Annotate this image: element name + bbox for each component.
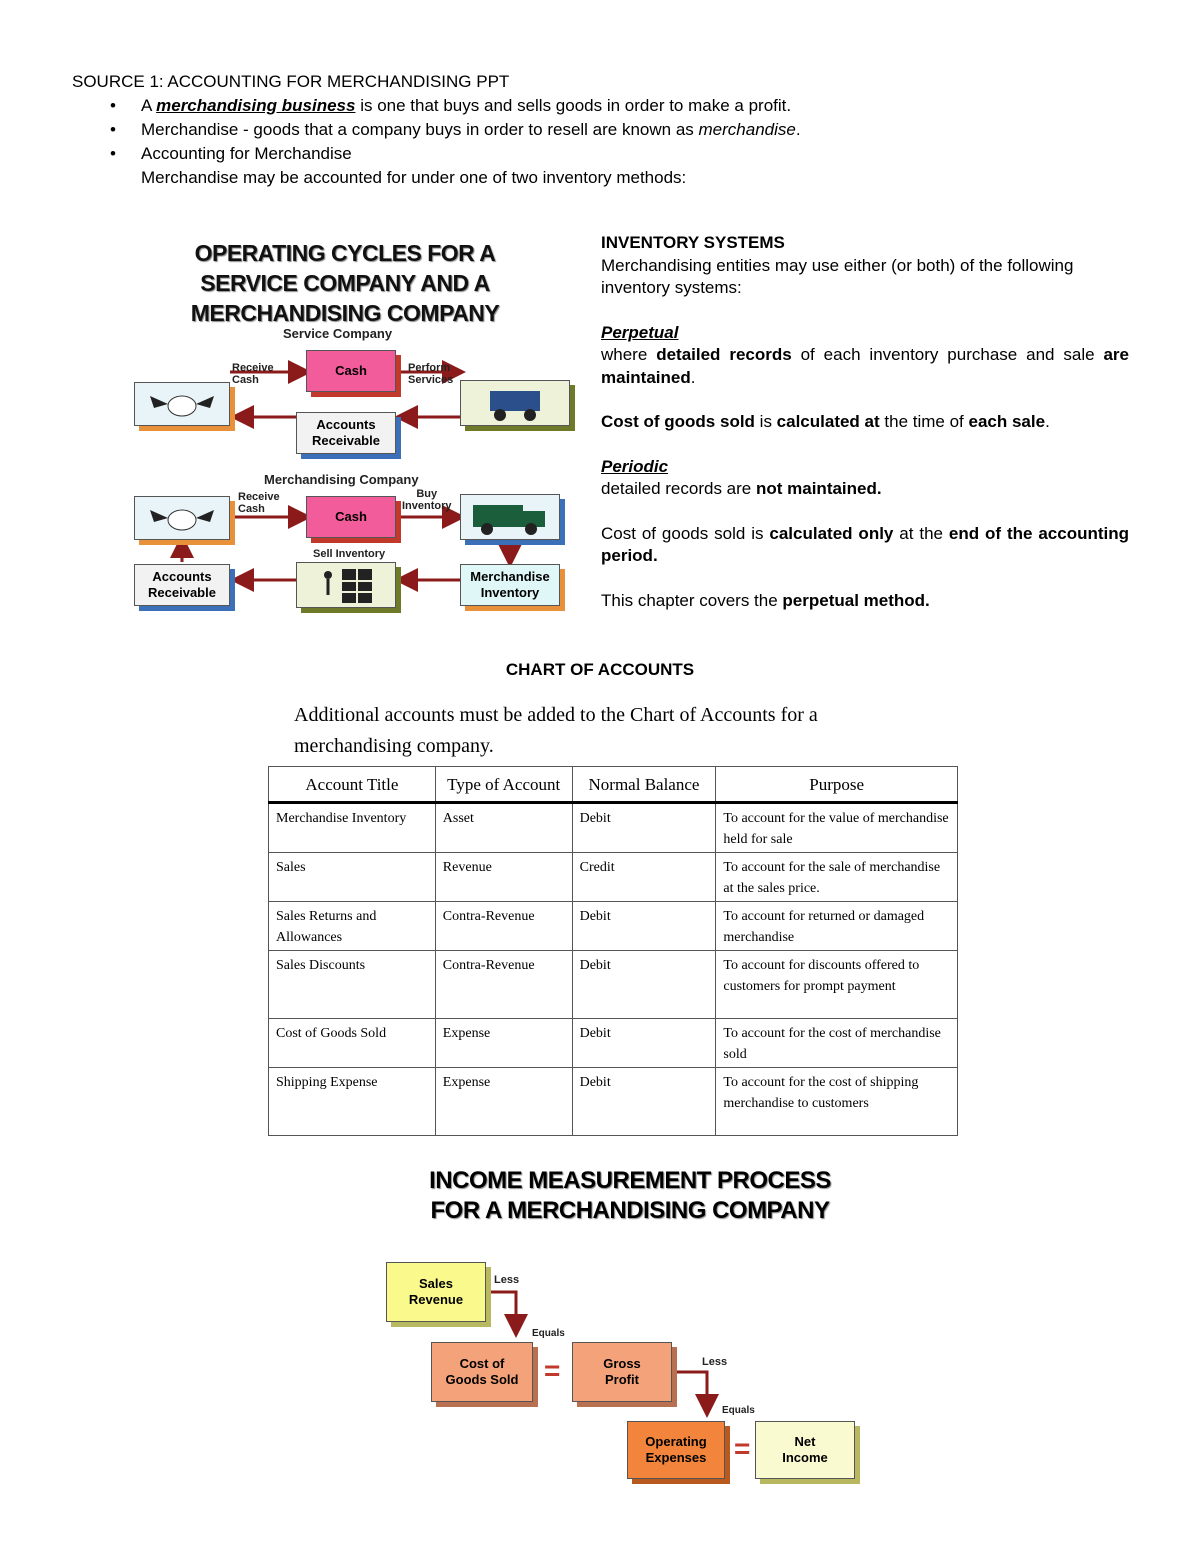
bullet-merchandising-business: • A merchandising business is one that buys and sells goods in order to make a profit. xyxy=(90,94,1150,118)
header-purpose: Purpose xyxy=(716,767,958,803)
chart-of-accounts-table xyxy=(268,766,958,1136)
cell-type: Contra-Revenue xyxy=(435,902,572,951)
source-heading: SOURCE 1: ACCOUNTING FOR MERCHANDISING PPT xyxy=(72,72,510,91)
cash-box-service: Cash xyxy=(306,350,396,392)
inventory-systems-heading: INVENTORY SYSTEMS xyxy=(601,233,785,252)
cell-type: Revenue xyxy=(435,853,572,902)
income-measurement-title: INCOME MEASUREMENT PROCESS FOR A MERCHANDISING COMPANY xyxy=(429,1167,831,1224)
periodic-text: detailed records are not maintained. xyxy=(601,479,882,498)
header-normal-balance: Normal Balance xyxy=(572,767,716,803)
inventory-systems-intro: Merchandising entities may use either (or both) of the following inventory systems: xyxy=(601,255,1074,297)
periodic-cogs-text: Cost of goods sold is calculated only at the end of the accounting period. xyxy=(601,523,1130,565)
cell-account: Sales xyxy=(269,853,436,902)
gross-profit-box: Gross Profit xyxy=(572,1342,672,1402)
cell-balance: Debit xyxy=(572,1068,716,1136)
table-row xyxy=(269,853,958,902)
cell-balance: Debit xyxy=(572,902,716,951)
cell-purpose: To account for the sale of merchandise at the sales price. xyxy=(716,853,958,902)
header-type-of-account: Type of Account xyxy=(435,767,572,803)
merchandising-company-label: Merchandising Company xyxy=(264,472,419,487)
cell-account: Cost of Goods Sold xyxy=(269,1019,436,1068)
table-header-row xyxy=(269,767,958,803)
arrow-less-opex xyxy=(677,1372,707,1412)
cell-purpose: To account for the cost of merchandise sold xyxy=(716,1019,958,1068)
cell-purpose: To account for the value of merchandise held for sale xyxy=(716,803,958,853)
periodic-heading: Periodic xyxy=(601,456,669,476)
label-receive-cash: Receive Cash xyxy=(232,362,274,386)
label-equals-2: Equals xyxy=(722,1405,755,1416)
label-perform-services: Perform Services xyxy=(408,362,454,386)
receive-cash-picture-merch xyxy=(134,496,230,540)
shelves-icon xyxy=(306,565,386,605)
arrow-less-cogs xyxy=(490,1292,516,1332)
label-receive-cash-merch: Receive Cash xyxy=(238,491,280,515)
cell-balance: Debit xyxy=(572,803,716,853)
cell-purpose: To account for the cost of shipping merchandise to customers xyxy=(716,1068,958,1136)
buy-inventory-picture xyxy=(460,494,560,540)
chart-of-accounts-intro: Additional accounts must be added to the Chart of Accounts for a merchandising company. xyxy=(294,704,818,757)
accounts-receivable-service: Accounts Receivable xyxy=(296,412,396,454)
accounts-receivable-merch: Accounts Receivable xyxy=(134,564,230,606)
truck-icon xyxy=(465,497,555,537)
table-row xyxy=(269,803,958,853)
table-row xyxy=(269,1019,958,1068)
cell-account: Sales Discounts xyxy=(269,951,436,1019)
cell-balance: Debit xyxy=(572,951,716,1019)
cell-type: Asset xyxy=(435,803,572,853)
label-buy-inventory: Buy Inventory xyxy=(402,488,452,512)
operating-expenses-box: Operating Expenses xyxy=(627,1421,725,1479)
chart-of-accounts-title: CHART OF ACCOUNTS xyxy=(505,660,695,679)
receive-cash-picture xyxy=(134,382,230,426)
equals-sign-1: = xyxy=(544,1355,561,1386)
inventory-systems xyxy=(601,232,1129,612)
cash-box-merch: Cash xyxy=(306,496,396,538)
sell-inventory-picture xyxy=(296,562,396,608)
cell-balance: Credit xyxy=(572,853,716,902)
cell-purpose: To account for discounts offered to customers for prompt payment xyxy=(716,951,958,1019)
bullet-accounting-cont: Merchandise may be accounted for under one of two inventory methods: xyxy=(141,168,687,187)
equals-sign-2: = xyxy=(734,1433,751,1464)
chapter-covers-text: This chapter covers the perpetual method. xyxy=(601,590,930,610)
mechanic-icon xyxy=(470,383,560,423)
cell-account: Sales Returns and Allowances xyxy=(269,902,436,951)
cell-type: Expense xyxy=(435,1068,572,1136)
label-sell-inventory: Sell Inventory xyxy=(313,548,386,560)
perform-services-picture xyxy=(460,380,570,426)
cell-account: Merchandise Inventory xyxy=(269,803,436,853)
operating-cycles-title: OPERATING CYCLES FOR A SERVICE COMPANY AND A MERCHANDISING COMPANY xyxy=(190,240,500,326)
label-equals-1: Equals xyxy=(532,1328,565,1339)
cell-balance: Debit xyxy=(572,1019,716,1068)
net-income-box: Net Income xyxy=(755,1421,855,1479)
cell-type: Expense xyxy=(435,1019,572,1068)
header-account-title: Account Title xyxy=(269,767,436,803)
cell-purpose: To account for returned or damaged merchandise xyxy=(716,902,958,951)
sales-revenue-box: Sales Revenue xyxy=(386,1262,486,1322)
label-less-2: Less xyxy=(702,1356,728,1368)
bullet-merchandise: • Merchandise - goods that a company buys in order to resell are known as merchandise. xyxy=(90,118,1150,142)
cost-of-goods-sold-box: Cost of Goods Sold xyxy=(431,1342,533,1402)
money-wings-icon xyxy=(142,386,222,422)
label-less-1: Less xyxy=(494,1274,520,1286)
cell-type: Contra-Revenue xyxy=(435,951,572,1019)
merchandise-inventory-box: Merchandise Inventory xyxy=(460,564,560,606)
table-row xyxy=(269,1068,958,1136)
service-company-label: Service Company xyxy=(283,326,393,341)
perpetual-text: where detailed records of each inventory purchase and sale are maintained. xyxy=(601,345,1129,387)
cell-account: Shipping Expense xyxy=(269,1068,436,1136)
perpetual-cogs-text: Cost of goods sold is calculated at the time of each sale. xyxy=(601,412,1050,431)
table-row xyxy=(269,902,958,951)
perpetual-heading: Perpetual xyxy=(601,322,679,342)
bullet-accounting: • Accounting for Merchandise xyxy=(90,142,1150,166)
table-row xyxy=(269,951,958,1019)
money-wings-icon-merch xyxy=(142,500,222,536)
